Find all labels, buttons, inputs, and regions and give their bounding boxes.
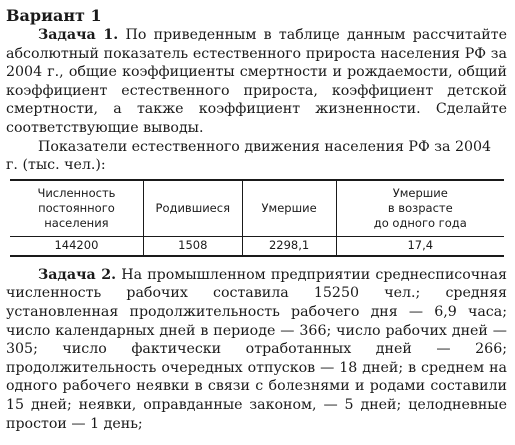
cell-population: 144200 (10, 236, 143, 256)
task2-paragraph (6, 266, 507, 433)
header-population: Численность постоянного населения (10, 180, 143, 237)
variant-title: Вариант 1 (6, 6, 102, 25)
table-row (10, 236, 504, 256)
task1-text: По приведенным в таблице данным рассчитайте абсолютный показатель естественного прироста населения РФ за 2004 г., общие коэффициенты смертности и рождаемости, общий коэффициент естественного прироста, коэффициент детской смертности, а также коэффициент жизненности. Сделайте соответствующие выводы. (6, 27, 508, 136)
cell-infant-deaths: 17,4 (336, 236, 504, 256)
header-births: Родившиеся (143, 180, 242, 237)
header-infant-deaths: Умершие в возрасте до одного года (336, 180, 504, 237)
cell-births: 1508 (143, 236, 242, 256)
task2-label: Задача 2. (38, 266, 117, 283)
cell-deaths: 2298,1 (242, 236, 336, 256)
task1-paragraph (6, 26, 507, 138)
header-deaths: Умершие (242, 180, 336, 237)
population-table (10, 179, 504, 257)
table-header-row (10, 180, 504, 237)
task2-text: На промышленном предприятии среднесписочная численность рабочих составила 15250 чел.; средняя установленная продолжительность рабочего дня — 6,9 часа; число календарных дней в периоде — 366; число рабочих дней — 305; число фактически отработанных дней — 266; продолжительность очередных отпусков — 18 дней; в среднем на одного рабочего неявки в связи с болезнями и родами составили 15 дней; неявки, оправданные законом, — 5 дней; целодневные простои — 1 день; (6, 266, 508, 432)
table-caption: Показатели естественного движения населения РФ за 2004 г. (тыс. чел.): (6, 138, 492, 174)
task1-label: Задача 1. (38, 27, 119, 43)
